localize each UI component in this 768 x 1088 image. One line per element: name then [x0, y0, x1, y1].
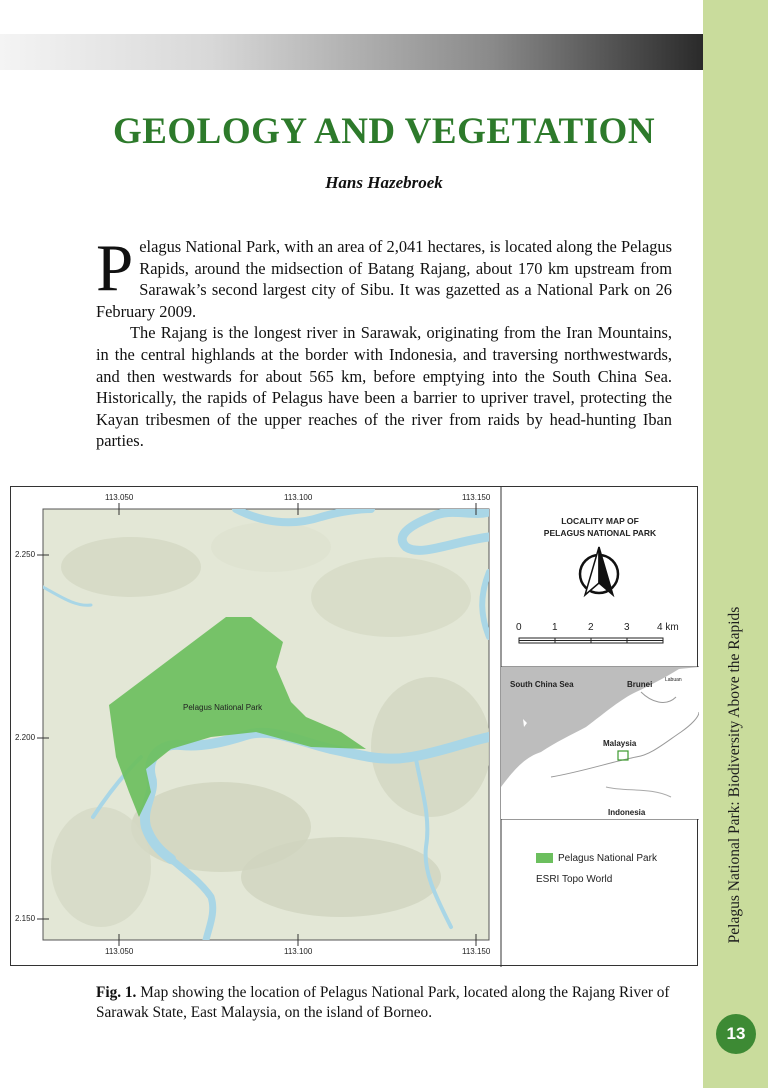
legend-park-label: Pelagus National Park	[558, 853, 657, 864]
figure-label: Fig. 1.	[96, 984, 137, 1001]
inset-label-malaysia: Malaysia	[603, 739, 637, 748]
x-tick-bottom-3: 113.150	[462, 947, 491, 956]
y-tick-2: 2.200	[15, 733, 36, 742]
x-tick-top-2: 113.100	[284, 493, 313, 502]
legend-basemap-label: ESRI Topo World	[536, 874, 613, 885]
x-tick-top-1: 113.050	[105, 493, 134, 502]
map-graphic	[11, 487, 699, 967]
y-tick-3: 2.150	[15, 914, 36, 923]
scale-label-2: 2	[588, 622, 594, 633]
header-gradient-bar	[0, 34, 703, 70]
figure-caption-text: Map showing the location of Pelagus National Park, located along the Rajang River of Sarawak State, East Malaysia, on the island of Borneo.	[96, 984, 670, 1021]
paragraph-2: The Rajang is the longest river in Sarawak, originating from the Iran Mountains, in the central highlands at the border with Indonesia, and traversing northwestwards, and then westwards for about 565 km, before emptying into the South China Sea. Historically, the rapids of Pelagus have been a barrier to upriver travel, protecting the Kayan tribesmen of the upper reaches of the river from raids by head-hunting Iban parties.	[96, 323, 672, 451]
x-tick-bottom-2: 113.100	[284, 947, 313, 956]
drop-cap: P	[96, 231, 134, 305]
scale-label-4: 4 km	[657, 622, 679, 633]
figure-caption	[96, 983, 672, 1023]
north-arrow-icon	[580, 547, 618, 595]
running-title: Pelagus National Park: Biodiversity Above the Rapids	[726, 606, 743, 944]
x-tick-top-3: 113.150	[462, 493, 491, 502]
scale-label-3: 3	[624, 622, 630, 633]
article-body	[96, 231, 672, 452]
inset-label-brunei: Brunei	[627, 680, 653, 689]
scale-bar	[519, 638, 663, 643]
article-author: Hans Hazebroek	[325, 173, 443, 192]
legend-swatch	[536, 853, 553, 863]
inset-label-labuan: Labuan	[665, 677, 682, 683]
page-number: 13	[716, 1014, 756, 1054]
y-tick-1: 2.250	[15, 550, 36, 559]
inset-label-sea: South China Sea	[510, 680, 574, 689]
paragraph-1-text: elagus National Park, with an area of 2,041 hectares, is located along the Pelagus Rapids, around the midsection of Batang Rajang, about 170 km upstream from Sarawak’s second largest city of Sibu. It was gazetted as a National Park on 26 February 2009.	[96, 237, 672, 321]
article-title: GEOLOGY AND VEGETATION	[112, 111, 656, 152]
locality-title-line1: LOCALITY MAP OF	[561, 516, 639, 526]
scale-label-0: 0	[516, 622, 522, 633]
inset-label-indonesia: Indonesia	[608, 808, 646, 817]
figure-map	[10, 486, 698, 966]
x-tick-bottom-1: 113.050	[105, 947, 134, 956]
locality-title-line2: PELAGUS NATIONAL PARK	[543, 528, 657, 538]
scale-label-1: 1	[552, 622, 558, 633]
park-label: Pelagus National Park	[183, 703, 263, 712]
paragraph-1	[96, 231, 672, 322]
